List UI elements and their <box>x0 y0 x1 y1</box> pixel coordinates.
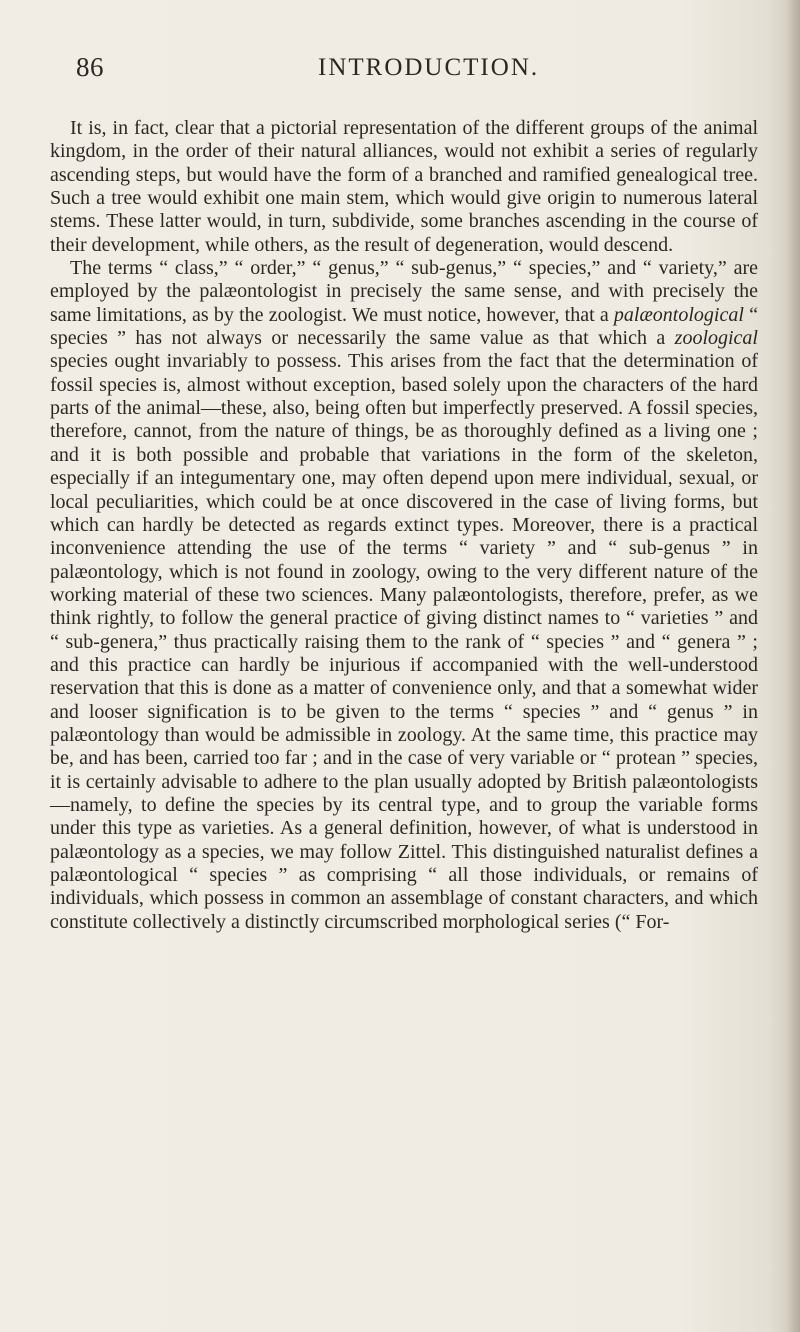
paragraph-text: The terms “ class,” “ order,” “ genus,” “ sub-genus,” “ species,” and “ variety,” are employed by the palæontologist in precisely the same sense, and with precisely the same limitations, as by the zoologist. We must notice, however, that a <box>50 257 758 326</box>
running-head <box>0 46 800 86</box>
body-text <box>50 117 758 934</box>
paragraph <box>50 117 758 257</box>
italic-term: zoological <box>674 327 758 350</box>
paragraph-text: species ought invariably to possess. This arises from the fact that the determination of fossil species is, almost without exception, based solely upon the characters of the hard parts of the animal—these, also, being often but imperfectly preserved. A fossil species, therefore, cannot, from the nature of things, be as thoroughly defined as a living one ; and it is both possible and probable that variations in the form of the skeleton, especially if an integumentary one, may often depend upon mere individual, sexual, or local peculiarities, which could be at once discovered in the case of living forms, but which can hardly be detected as regards extinct types. Moreover, there is a practical inconvenience attending the use of the terms “ variety ” and “ sub-genus ” in palæontology, which is not found in zoology, owing to the very different nature of the working material of these two sciences. Many palæontologists, therefore, prefer, as we think rightly, to follow the general practice of giving distinct names to “ varieties ” and “ sub-genera,” thus practically raising them to the rank of “ species ” and “ genera ” ; and this practice can hardly be injurious if accompanied with the well-understood reservation that this is done as a matter of convenience only, and that a somewhat wider and looser signification is to be given to the terms “ species ” and “ genus ” in palæontology than would be admissible in zoology. At the same time, this practice may be, and has been, carried too far ; and in the case of very variable or “ protean ” species, it is certainly advisable to adhere to the plan usually adopted by British palæontologists—namely, to define the species by its central type, and to group the variable forms under this type as varieties. As a general definition, however, of what is understood in palæontology as a species, we may follow Zittel. This distinguished naturalist defines a palæontological “ species ” as comprising “ all those individuals, or remains of individuals, which possess in common an assemblage of constant characters, and which constitute collectively a distinctly circumscribed morphological series (“ For- <box>50 350 758 933</box>
running-title: INTRODUCTION. <box>318 54 540 81</box>
page-edge-shadow <box>786 0 800 1332</box>
paragraph-text: It is, in fact, clear that a pictorial representation of the different groups of the animal kingdom, in the order of their natural alliances, would not exhibit a series of regularly ascending steps, but would have the form of a branched and ramified genealogical tree. Such a tree would exhibit one main stem, which would give origin to numerous lateral stems. These latter would, in turn, subdivide, some branches ascending in the course of their development, while others, as the result of degeneration, would descend. <box>50 117 758 256</box>
paragraph-text: “ species ” has not always or necessarily the same value as that which a <box>50 303 758 350</box>
italic-term: palæontological <box>613 303 744 326</box>
page-number: 86 <box>76 52 104 82</box>
paragraph <box>50 257 758 934</box>
